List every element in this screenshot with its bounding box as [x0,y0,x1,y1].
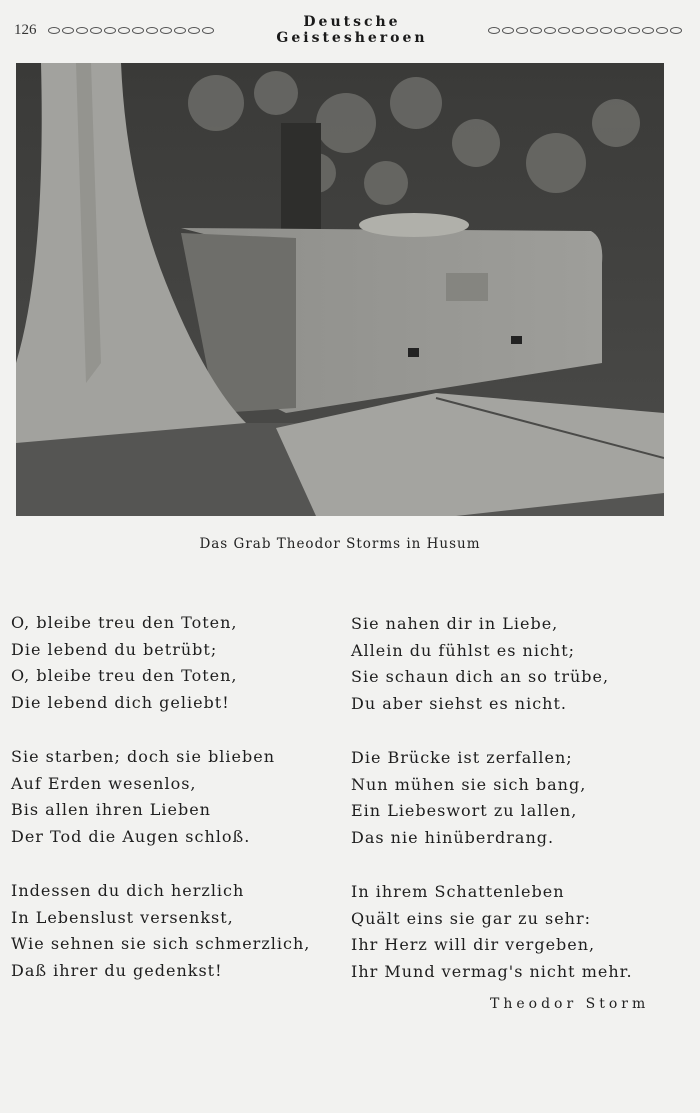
ornament-link-icon [516,27,528,34]
stanza [351,879,633,985]
ornament-link-icon [670,27,682,34]
poem-line: Ihr Herz will dir vergeben, [351,935,596,954]
poem-line: Sie nahen dir in Liebe, [351,614,559,633]
ornament-left [48,27,215,34]
ornament-link-icon [118,27,130,34]
ornament-link-icon [628,27,640,34]
ornament-link-icon [90,27,102,34]
ornament-link-icon [544,27,556,34]
poem-line: Ihr Mund vermag's nicht mehr. [351,961,633,981]
ornament-link-icon [642,27,654,34]
poem-line: Die Brücke ist zerfallen; [351,748,573,767]
ornament-link-icon [530,27,542,34]
poem-line: O, bleibe treu den Toten, [11,666,238,685]
ornament-link-icon [656,27,668,34]
ornament-link-icon [174,27,186,34]
poem-line: Daß ihrer du gedenkst! [11,960,223,980]
poem-left-column [11,610,310,1012]
photo-illustration [16,63,664,516]
poem-line: Quält eins sie gar zu sehr: [351,908,592,928]
ornament-link-icon [614,27,626,34]
ornament-link-icon [572,27,584,34]
page-number: 126 [14,21,37,38]
ornament-link-icon [62,27,74,34]
poem-line: Wie sehnen sie sich schmerzlich, [11,934,311,953]
ornament-right [488,27,683,34]
ornament-link-icon [188,27,200,34]
poem-line: In ihrem Schattenleben [351,882,565,901]
ornament-link-icon [202,27,214,34]
poem-line: In Lebenslust versenkst, [11,907,234,927]
ornament-link-icon [160,27,172,34]
poem-line: Die lebend dich geliebt! [11,692,230,712]
poem-line: Der Tod die Augen schloß. [11,826,251,846]
photo-caption: Das Grab Theodor Storms in Husum [199,536,481,552]
ornament-link-icon [132,27,144,34]
stanza [11,878,310,984]
running-title: Deutsche Geistesheroen [276,14,428,46]
ornament-link-icon [488,27,500,34]
page-header [14,14,674,46]
poem-line: Sie schaun dich an so trübe, [351,667,610,686]
ornament-link-icon [104,27,116,34]
ornament-link-icon [76,27,88,34]
poem-line: Sie starben; doch sie blieben [11,747,276,766]
ornament-link-icon [558,27,570,34]
ornament-link-icon [146,27,158,34]
poem-line: O, bleibe treu den Toten, [11,613,238,632]
poem-line: Die lebend du betrübt; [11,639,218,659]
poem-line: Das nie hinüberdrang. [351,827,555,847]
poem-author: Theodor Storm [490,996,650,1012]
ornament-link-icon [586,27,598,34]
ornament-link-icon [502,27,514,34]
stanza [351,611,633,717]
grave-photograph [16,63,664,516]
poem-line: Auf Erden wesenlos, [11,773,197,793]
poem-line: Bis allen ihren Lieben [11,800,211,819]
ornament-link-icon [600,27,612,34]
poem-line: Ein Liebeswort zu lallen, [351,801,578,820]
poem-right-column [351,611,633,1013]
ornament-link-icon [48,27,60,34]
poem-line: Allein du fühlst es nicht; [351,640,576,660]
poem-line: Indessen du dich herzlich [11,881,245,900]
poem-line: Nun mühen sie sich bang, [351,774,587,794]
poem-line: Du aber siehst es nicht. [351,693,567,713]
stanza [351,745,633,851]
stanza [11,610,310,716]
stanza [11,744,310,850]
